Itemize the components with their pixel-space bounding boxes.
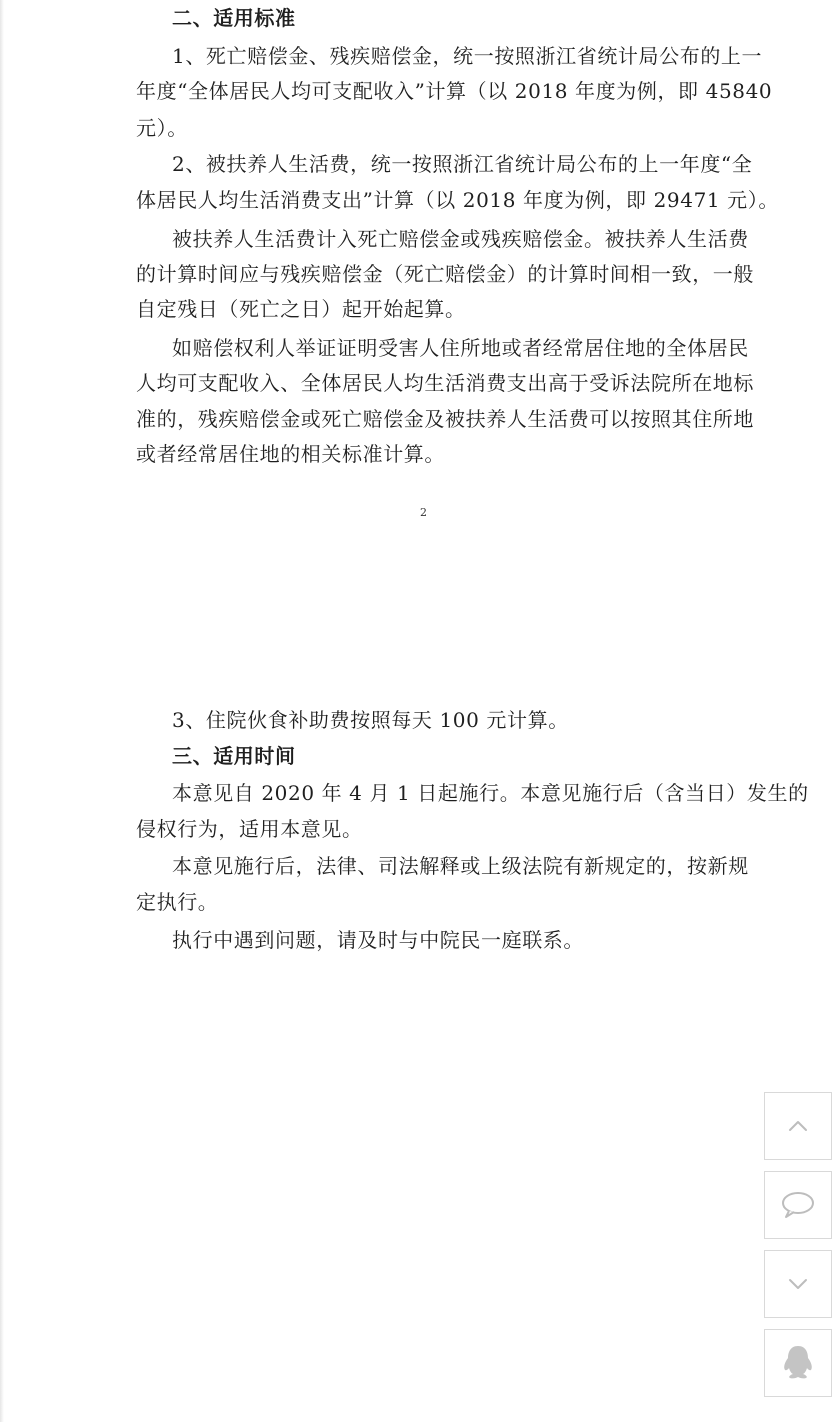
qq-penguin-icon (779, 1343, 817, 1383)
para-d-line-2: 定执行。 (136, 890, 219, 914)
scroll-to-top-button[interactable] (764, 1092, 832, 1160)
item-1-line-1: 1、死亡赔偿金、残疾赔偿金，统一按照浙江省统计局公布的上一 (172, 44, 763, 68)
para-b-line-3: 准的，残疾赔偿金或死亡赔偿金及被扶养人生活费可以按照其住所地 (136, 407, 754, 431)
para-d-line-1: 本意见施行后，法律、司法解释或上级法院有新规定的，按新规 (172, 854, 749, 878)
para-e-line-1: 执行中遇到问题，请及时与中院民一庭联系。 (172, 928, 584, 952)
para-b-line-1: 如赔偿权利人举证证明受害人住所地或者经常居住地的全体居民 (172, 336, 749, 360)
item-2-line-2: 体居民人均生活消费支出”计算（以 2018 年度为例，即 29471 元）。 (136, 188, 779, 212)
comment-button[interactable] (764, 1171, 832, 1239)
chevron-down-icon (785, 1271, 811, 1297)
item-3-line-1: 3、住院伙食补助费按照每天 100 元计算。 (172, 708, 569, 732)
para-c-line-1: 本意见自 2020 年 4 月 1 日起施行。本意见施行后（含当日）发生的 (172, 781, 809, 805)
para-a-line-2: 的计算时间应与残疾赔偿金（死亡赔偿金）的计算时间相一致，一般 (136, 262, 754, 286)
para-c-line-2: 侵权行为，适用本意见。 (136, 817, 363, 841)
para-b-line-4: 或者经常居住地的相关标准计算。 (136, 442, 445, 466)
item-1-line-2: 年度“全体居民人均可支配收入”计算（以 2018 年度为例，即 45840 (136, 79, 773, 103)
item-2-line-1: 2、被扶养人生活费，统一按照浙江省统计局公布的上一年度“全 (172, 152, 753, 176)
para-a-line-1: 被扶养人生活费计入死亡赔偿金或残疾赔偿金。被扶养人生活费 (172, 227, 749, 251)
page-number: 2 (420, 506, 427, 519)
qq-contact-button[interactable] (764, 1329, 832, 1397)
section-2-heading: 二、适用标准 (172, 6, 296, 30)
chevron-up-icon (785, 1113, 811, 1139)
scroll-to-bottom-button[interactable] (764, 1250, 832, 1318)
para-b-line-2: 人均可支配收入、全体居民人均生活消费支出高于受诉法院所在地标 (136, 371, 754, 395)
chat-bubble-icon (780, 1190, 816, 1220)
section-3-heading: 三、适用时间 (172, 744, 296, 768)
para-a-line-3: 自定残日（死亡之日）起开始起算。 (136, 297, 466, 321)
page-break (0, 610, 839, 611)
item-1-line-3: 元）。 (136, 116, 188, 140)
